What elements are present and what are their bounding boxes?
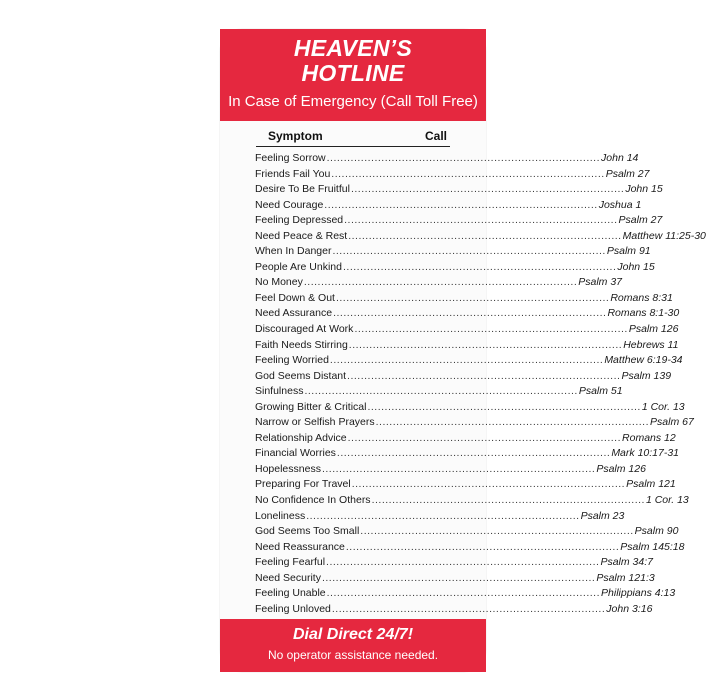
symptom-label: God Seems Distant <box>255 369 347 382</box>
dot-leader: ................................................................................ <box>375 416 650 429</box>
symptom-label: Need Reassurance <box>255 540 345 553</box>
symptom-label: Feeling Depressed <box>255 214 344 227</box>
dot-leader: ................................................................................ <box>336 447 611 460</box>
scripture-reference: Psalm 23 <box>580 509 625 522</box>
heavens-hotline-card <box>220 29 706 672</box>
dot-leader: ................................................................................ <box>354 323 628 336</box>
scripture-reference: Romans 8:31 <box>610 291 673 304</box>
list-item <box>255 214 663 230</box>
scripture-reference: Psalm 121 <box>626 478 676 491</box>
list-item <box>255 494 689 510</box>
symptom-label: Faith Needs Stirring <box>255 338 348 351</box>
list-item <box>255 229 706 246</box>
list-item <box>255 369 672 386</box>
list-item <box>255 602 653 619</box>
dot-leader: ................................................................................ <box>326 152 601 164</box>
scripture-reference: Matthew 6:19-34 <box>604 354 683 367</box>
dot-leader: ................................................................................ <box>367 400 641 413</box>
footer-headline: Dial Direct 24/7! <box>292 626 414 643</box>
symptom-label: Feeling Worried <box>255 354 329 367</box>
footer-note: No operator assistance needed. <box>267 648 439 662</box>
list-item <box>255 478 676 494</box>
list-item <box>255 571 655 588</box>
scripture-reference: Psalm 91 <box>606 245 651 258</box>
scripture-reference: Psalm 121:3 <box>596 571 655 584</box>
scripture-reference: Mark 10:17-31 <box>611 447 680 460</box>
scripture-reference: Romans 12 <box>622 431 676 444</box>
list-item <box>255 245 651 261</box>
column-header-symptom: Symptom <box>268 129 323 143</box>
dot-leader: ................................................................................ <box>332 245 606 258</box>
list-item <box>255 385 623 401</box>
list-item <box>255 338 679 355</box>
list-item <box>255 447 680 463</box>
scripture-reference: Psalm 126 <box>628 323 679 336</box>
dot-leader: ................................................................................ <box>331 602 606 615</box>
dot-leader: ................................................................................ <box>371 494 645 507</box>
scripture-reference: Psalm 126 <box>596 462 646 475</box>
card-footer <box>220 619 486 672</box>
list-item <box>255 540 685 557</box>
symptom-label: When In Danger <box>255 245 332 258</box>
dot-leader: ................................................................................ <box>345 540 620 553</box>
scripture-reference: Psalm 51 <box>578 385 623 398</box>
scripture-reference: John 14 <box>601 152 639 164</box>
symptom-label: God Seems Too Small <box>255 525 360 538</box>
list-item <box>255 509 625 526</box>
symptom-label: Friends Fail You <box>255 167 331 180</box>
list-item <box>255 556 653 572</box>
dot-leader: ................................................................................ <box>331 167 605 180</box>
scripture-reference: Matthew 11:25-30 <box>622 229 706 242</box>
scripture-reference: Romans 8:1-30 <box>607 307 680 320</box>
dot-leader: ................................................................................ <box>335 291 610 304</box>
dot-leader: ................................................................................ <box>350 183 625 196</box>
scripture-reference: John 3:16 <box>606 602 653 615</box>
scripture-reference: Joshua 1 <box>598 198 642 211</box>
list-item <box>255 416 694 432</box>
dot-leader: ................................................................................ <box>347 431 622 444</box>
dot-leader: ................................................................................ <box>326 587 601 600</box>
card-header <box>220 29 486 121</box>
list-item <box>255 462 646 479</box>
symptom-label: Need Assurance <box>255 307 333 320</box>
list-item <box>255 167 650 184</box>
scripture-reference: Psalm 145:18 <box>620 540 685 553</box>
symptom-label: Feeling Fearful <box>255 556 326 569</box>
scripture-reference: 1 Cor. 13 <box>641 400 685 413</box>
dot-leader: ................................................................................ <box>324 198 598 211</box>
list-item <box>255 276 623 292</box>
symptom-label: Desire To Be Fruitful <box>255 183 350 196</box>
list-item <box>255 198 642 215</box>
symptom-label: Financial Worries <box>255 447 336 460</box>
list-item <box>255 525 679 541</box>
list-item <box>255 291 673 308</box>
symptom-label: Preparing For Travel <box>255 478 351 491</box>
symptom-label: Need Courage <box>255 198 324 211</box>
symptom-label: Loneliness <box>255 509 306 522</box>
symptom-label: Growing Bitter & Critical <box>255 400 367 413</box>
list-item <box>255 183 663 199</box>
list-item <box>255 400 685 417</box>
card-title-line1: HEAVEN’S <box>293 35 413 61</box>
scripture-reference: Psalm 67 <box>650 416 694 429</box>
dot-leader: ................................................................................ <box>329 354 604 367</box>
symptom-label: No Money <box>255 276 303 289</box>
scripture-reference: Psalm 34:7 <box>600 556 653 569</box>
dot-leader: ................................................................................ <box>360 525 634 538</box>
dot-leader: ................................................................................ <box>333 307 607 320</box>
list-item <box>255 323 679 339</box>
scripture-reference: John 15 <box>617 260 655 273</box>
scripture-reference: Hebrews 11 <box>623 338 679 351</box>
dot-leader: ................................................................................ <box>326 556 600 569</box>
symptom-label: Feel Down & Out <box>255 291 335 304</box>
dot-leader: ................................................................................ <box>306 509 580 522</box>
symptom-label: Feeling Unloved <box>255 602 331 615</box>
dot-leader: ................................................................................ <box>321 571 596 584</box>
symptom-label: People Are Unkind <box>255 260 342 273</box>
symptom-list <box>255 152 706 618</box>
symptom-label: No Confidence In Others <box>255 494 371 507</box>
column-header-call: Call <box>424 129 447 143</box>
card-subtitle: In Case of Emergency (Call Toll Free) <box>228 93 478 110</box>
dot-leader: ................................................................................ <box>348 338 623 351</box>
dot-leader: ................................................................................ <box>344 214 618 227</box>
scripture-reference: Psalm 139 <box>621 369 672 382</box>
dot-leader: ................................................................................ <box>304 385 578 398</box>
symptom-label: Hopelessness <box>255 462 321 475</box>
symptom-label: Narrow or Selfish Prayers <box>255 416 375 429</box>
card-title-line2: HOTLINE <box>301 60 405 86</box>
list-item <box>255 587 676 603</box>
symptom-label: Feeling Unable <box>255 587 326 600</box>
symptom-label: Need Security <box>255 571 321 584</box>
symptom-label: Feeling Sorrow <box>255 152 326 164</box>
dot-leader: ................................................................................ <box>347 369 621 382</box>
scripture-reference: 1 Cor. 13 <box>645 494 689 507</box>
dot-leader: ................................................................................ <box>351 478 626 491</box>
list-item <box>255 260 655 277</box>
scripture-reference: Philippians 4:13 <box>601 587 676 600</box>
dot-leader: ................................................................................ <box>348 229 622 242</box>
symptom-label: Sinfulness <box>255 385 304 398</box>
dot-leader: ................................................................................ <box>303 276 578 289</box>
scripture-reference: Psalm 37 <box>578 276 623 289</box>
symptom-label: Need Peace & Rest <box>255 229 348 242</box>
list-item <box>255 307 680 323</box>
table-header <box>256 128 450 147</box>
list-item <box>255 354 683 370</box>
list-item <box>255 431 676 448</box>
scripture-reference: Psalm 27 <box>618 214 663 227</box>
scripture-reference: Psalm 27 <box>605 167 650 180</box>
scripture-reference: Psalm 90 <box>634 525 679 538</box>
scripture-reference: John 15 <box>625 183 663 196</box>
symptom-label: Discouraged At Work <box>255 323 354 336</box>
dot-leader: ................................................................................ <box>321 462 596 475</box>
symptom-label: Relationship Advice <box>255 431 347 444</box>
list-item <box>255 152 639 168</box>
dot-leader: ................................................................................ <box>342 260 617 273</box>
